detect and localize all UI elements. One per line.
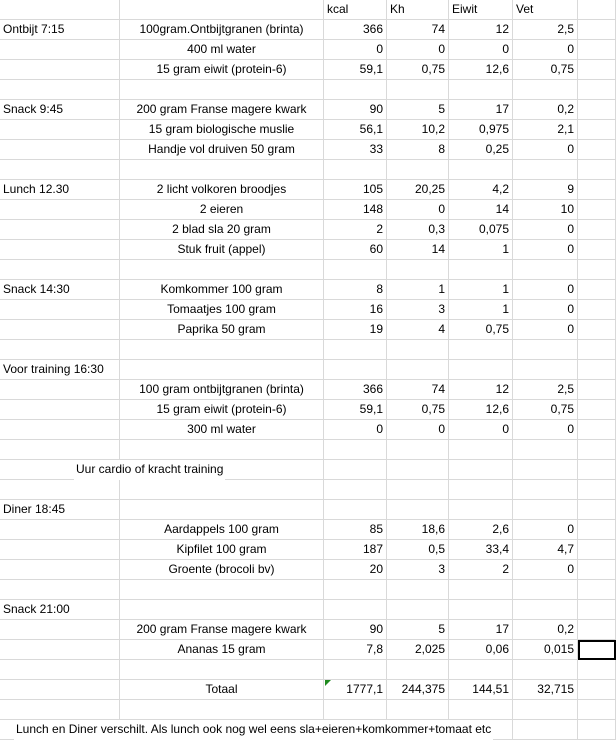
cell[interactable]: Komkommer 100 gram: [120, 280, 324, 300]
cell[interactable]: [0, 480, 120, 500]
cell[interactable]: 0,75: [387, 60, 449, 80]
cell[interactable]: 4,7: [513, 540, 578, 560]
cell[interactable]: [578, 500, 616, 520]
cell[interactable]: [578, 480, 616, 500]
cell[interactable]: 244,375: [387, 680, 449, 700]
cell[interactable]: 2,5: [513, 20, 578, 40]
cell[interactable]: 7,8: [324, 640, 387, 660]
cell[interactable]: Snack 9:45: [0, 100, 120, 120]
cell[interactable]: [0, 440, 120, 460]
table-row: [0, 500, 616, 520]
cell[interactable]: [324, 160, 387, 180]
cell[interactable]: 15 gram eiwit (protein-6): [120, 60, 324, 80]
cell[interactable]: [387, 500, 449, 520]
cell[interactable]: 15 gram biologische muslie: [120, 120, 324, 140]
cell[interactable]: [120, 600, 324, 620]
table-row: [0, 220, 616, 240]
cell[interactable]: 74: [387, 20, 449, 40]
cell[interactable]: 0: [513, 240, 578, 260]
cell[interactable]: Groente (brocoli bv): [120, 560, 324, 580]
cell[interactable]: [578, 240, 616, 260]
table-row: [0, 680, 616, 700]
cell[interactable]: 16: [324, 300, 387, 320]
cell[interactable]: [387, 260, 449, 280]
cell[interactable]: 200 gram Franse magere kwark: [120, 620, 324, 640]
cell[interactable]: 0: [449, 40, 513, 60]
cell[interactable]: 12: [449, 20, 513, 40]
cell[interactable]: [324, 360, 387, 380]
cell[interactable]: 12,6: [449, 60, 513, 80]
table-row: [0, 560, 616, 580]
cell[interactable]: [449, 360, 513, 380]
cell[interactable]: [324, 660, 387, 680]
cell[interactable]: Kh: [387, 0, 449, 20]
cell[interactable]: 0: [387, 40, 449, 60]
cell[interactable]: 10: [513, 200, 578, 220]
table-row: [0, 380, 616, 400]
cell[interactable]: [513, 580, 578, 600]
cell[interactable]: Paprika 50 gram: [120, 320, 324, 340]
cell[interactable]: [578, 540, 616, 560]
cell[interactable]: 0,06: [449, 640, 513, 660]
table-row: [0, 340, 616, 360]
cell[interactable]: 90: [324, 100, 387, 120]
cell[interactable]: [513, 720, 578, 740]
cell[interactable]: [578, 180, 616, 200]
cell[interactable]: [578, 280, 616, 300]
cell[interactable]: [0, 240, 120, 260]
cell[interactable]: Voor training 16:30: [0, 360, 120, 380]
cell[interactable]: Diner 18:45: [0, 500, 120, 520]
cell[interactable]: [513, 260, 578, 280]
cell[interactable]: [387, 360, 449, 380]
cell[interactable]: 5: [387, 620, 449, 640]
cell[interactable]: 74: [387, 380, 449, 400]
table-row: [0, 300, 616, 320]
cell[interactable]: [324, 700, 387, 720]
cell[interactable]: [0, 620, 120, 640]
cell[interactable]: [578, 40, 616, 60]
cell[interactable]: Lunch 12.30: [0, 180, 120, 200]
table-row: [0, 140, 616, 160]
cell[interactable]: 12,6: [449, 400, 513, 420]
table-row: [0, 200, 616, 220]
cell[interactable]: [0, 660, 120, 680]
table-row: [0, 600, 616, 620]
table-row: [0, 420, 616, 440]
cell[interactable]: [578, 620, 616, 640]
cell[interactable]: 0,75: [513, 400, 578, 420]
cell[interactable]: 3: [387, 560, 449, 580]
cell[interactable]: [578, 100, 616, 120]
table-row: [0, 360, 616, 380]
cell[interactable]: [0, 160, 120, 180]
cell[interactable]: 200 gram Franse magere kwark: [120, 100, 324, 120]
cell[interactable]: [0, 220, 120, 240]
cell[interactable]: Aardappels 100 gram: [120, 520, 324, 540]
table-row: [0, 240, 616, 260]
cell[interactable]: 0: [513, 140, 578, 160]
table-row: [0, 400, 616, 420]
cell[interactable]: [324, 460, 387, 480]
cell[interactable]: 105: [324, 180, 387, 200]
cell[interactable]: [513, 700, 578, 720]
table-row: [0, 660, 616, 680]
cell[interactable]: Snack 14:30: [0, 280, 120, 300]
cell[interactable]: [578, 460, 616, 480]
cell[interactable]: [0, 420, 120, 440]
cell[interactable]: 1: [449, 300, 513, 320]
cell[interactable]: 0: [513, 520, 578, 540]
cell[interactable]: 2,6: [449, 520, 513, 540]
cell[interactable]: [449, 460, 513, 480]
cell[interactable]: [0, 520, 120, 540]
cell[interactable]: 0,2: [513, 620, 578, 640]
cell[interactable]: [578, 20, 616, 40]
cell[interactable]: [0, 640, 120, 660]
cell[interactable]: [449, 580, 513, 600]
table-row: [0, 700, 616, 720]
cell[interactable]: 0,975: [449, 120, 513, 140]
cell[interactable]: [449, 340, 513, 360]
cell[interactable]: 33: [324, 140, 387, 160]
table-row: [0, 160, 616, 180]
cell[interactable]: 400 ml water: [120, 40, 324, 60]
cell[interactable]: [578, 320, 616, 340]
cell[interactable]: 0,25: [449, 140, 513, 160]
cell[interactable]: [578, 420, 616, 440]
cell[interactable]: Stuk fruit (appel): [120, 240, 324, 260]
cell[interactable]: [578, 300, 616, 320]
cell[interactable]: [387, 480, 449, 500]
cell[interactable]: 8: [324, 280, 387, 300]
cell[interactable]: [120, 0, 324, 20]
cell[interactable]: 8: [387, 140, 449, 160]
cell[interactable]: 0: [387, 420, 449, 440]
cell[interactable]: [513, 340, 578, 360]
cell[interactable]: 0: [513, 280, 578, 300]
table-row: [0, 480, 616, 500]
cell[interactable]: [0, 140, 120, 160]
cell[interactable]: 90: [324, 620, 387, 640]
cell[interactable]: [449, 160, 513, 180]
cell[interactable]: [387, 160, 449, 180]
cell[interactable]: [513, 480, 578, 500]
cell[interactable]: 1777,1: [324, 680, 387, 700]
cell[interactable]: 3: [387, 300, 449, 320]
cell[interactable]: [0, 320, 120, 340]
cell[interactable]: 2 blad sla 20 gram: [120, 220, 324, 240]
cell[interactable]: 1: [449, 280, 513, 300]
cell[interactable]: [578, 120, 616, 140]
cell[interactable]: [120, 360, 324, 380]
cell[interactable]: [324, 600, 387, 620]
cell[interactable]: [513, 440, 578, 460]
cell[interactable]: [578, 680, 616, 700]
cell[interactable]: [578, 440, 616, 460]
cell[interactable]: [0, 60, 120, 80]
cell[interactable]: [449, 80, 513, 100]
cell[interactable]: [513, 660, 578, 680]
cell[interactable]: 0,2: [513, 100, 578, 120]
cell[interactable]: 14: [449, 200, 513, 220]
cell[interactable]: 19: [324, 320, 387, 340]
cell[interactable]: 0,75: [449, 320, 513, 340]
cell[interactable]: [578, 360, 616, 380]
cell[interactable]: [0, 40, 120, 60]
cell[interactable]: 187: [324, 540, 387, 560]
table-row: [0, 180, 616, 200]
cell[interactable]: 100gram.Ontbijtgranen (brinta): [120, 20, 324, 40]
cell[interactable]: 0: [513, 560, 578, 580]
cell[interactable]: 17: [449, 620, 513, 640]
cell[interactable]: 56,1: [324, 120, 387, 140]
table-row: [0, 580, 616, 600]
cell[interactable]: 2,1: [513, 120, 578, 140]
cell[interactable]: [324, 480, 387, 500]
cell[interactable]: 0: [324, 420, 387, 440]
table-row: [0, 520, 616, 540]
cell[interactable]: [578, 200, 616, 220]
cell[interactable]: [578, 260, 616, 280]
cell[interactable]: [120, 500, 324, 520]
cell[interactable]: 0,75: [387, 400, 449, 420]
cell[interactable]: [387, 580, 449, 600]
table-row: [0, 640, 616, 660]
cell[interactable]: [578, 400, 616, 420]
cell[interactable]: 0: [513, 40, 578, 60]
cell[interactable]: 59,1: [324, 60, 387, 80]
cell[interactable]: 0: [324, 40, 387, 60]
cell[interactable]: [0, 380, 120, 400]
cell[interactable]: [578, 220, 616, 240]
cell[interactable]: 0,075: [449, 220, 513, 240]
cell[interactable]: [0, 300, 120, 320]
cell[interactable]: [387, 700, 449, 720]
cell[interactable]: 300 ml water: [120, 420, 324, 440]
cell[interactable]: [387, 440, 449, 460]
cell[interactable]: [120, 660, 324, 680]
cell[interactable]: [0, 120, 120, 140]
cell[interactable]: Eiwit: [449, 0, 513, 20]
error-indicator-icon: [325, 680, 331, 686]
cell[interactable]: 0,75: [513, 60, 578, 80]
cell[interactable]: 2,5: [513, 380, 578, 400]
header-row: [0, 0, 616, 20]
cell[interactable]: [513, 80, 578, 100]
cell[interactable]: 4: [387, 320, 449, 340]
cell[interactable]: [449, 700, 513, 720]
cell[interactable]: 1: [387, 280, 449, 300]
cell[interactable]: [120, 340, 324, 360]
cell[interactable]: Kipfilet 100 gram: [120, 540, 324, 560]
cell[interactable]: 0,5: [387, 540, 449, 560]
cell[interactable]: [578, 160, 616, 180]
table-row: [0, 20, 616, 40]
cell[interactable]: [578, 560, 616, 580]
cell[interactable]: 18,6: [387, 520, 449, 540]
cell[interactable]: [0, 700, 120, 720]
cell[interactable]: [120, 580, 324, 600]
table-row: [0, 620, 616, 640]
cell[interactable]: 366: [324, 380, 387, 400]
cell[interactable]: [0, 340, 120, 360]
cell[interactable]: [324, 580, 387, 600]
selected-cell[interactable]: [578, 640, 616, 660]
cell[interactable]: 60: [324, 240, 387, 260]
cell[interactable]: [0, 80, 120, 100]
cell[interactable]: [120, 80, 324, 100]
cell[interactable]: [324, 440, 387, 460]
cell[interactable]: 1: [449, 240, 513, 260]
cell[interactable]: [513, 500, 578, 520]
cell[interactable]: 0: [387, 200, 449, 220]
cell[interactable]: 0: [449, 420, 513, 440]
cell[interactable]: 100 gram ontbijtgranen (brinta): [120, 380, 324, 400]
cell[interactable]: [578, 600, 616, 620]
cell[interactable]: [387, 660, 449, 680]
cell[interactable]: [120, 160, 324, 180]
cell[interactable]: 12: [449, 380, 513, 400]
cell[interactable]: Ontbijt 7:15: [0, 20, 120, 40]
cell[interactable]: [120, 700, 324, 720]
cell[interactable]: 9: [513, 180, 578, 200]
cell[interactable]: Ananas 15 gram: [120, 640, 324, 660]
cell[interactable]: [578, 580, 616, 600]
cell[interactable]: 32,715: [513, 680, 578, 700]
table-row: [0, 260, 616, 280]
cell[interactable]: 366: [324, 20, 387, 40]
cell[interactable]: [578, 660, 616, 680]
cell[interactable]: [120, 480, 324, 500]
cell[interactable]: 14: [387, 240, 449, 260]
cell[interactable]: [449, 660, 513, 680]
cell[interactable]: 20: [324, 560, 387, 580]
cell[interactable]: [449, 500, 513, 520]
cell[interactable]: [449, 260, 513, 280]
cell[interactable]: [578, 0, 616, 20]
table-row: [0, 280, 616, 300]
cell[interactable]: 15 gram eiwit (protein-6): [120, 400, 324, 420]
cell[interactable]: [120, 440, 324, 460]
cell[interactable]: 5: [387, 100, 449, 120]
table-row: [0, 40, 616, 60]
table-row: [0, 440, 616, 460]
cell[interactable]: 0,3: [387, 220, 449, 240]
cell[interactable]: 2 licht volkoren broodjes: [120, 180, 324, 200]
cell[interactable]: [0, 540, 120, 560]
cell[interactable]: [578, 140, 616, 160]
table-row: [0, 120, 616, 140]
cell[interactable]: [513, 360, 578, 380]
cell[interactable]: 0,015: [513, 640, 578, 660]
cell[interactable]: 2: [324, 220, 387, 240]
cell[interactable]: [0, 680, 120, 700]
cell[interactable]: 148: [324, 200, 387, 220]
table-row: [0, 540, 616, 560]
cell[interactable]: [578, 520, 616, 540]
cell[interactable]: [449, 440, 513, 460]
cell[interactable]: [578, 60, 616, 80]
cell[interactable]: 2 eieren: [120, 200, 324, 220]
cell[interactable]: [578, 380, 616, 400]
cell[interactable]: 2: [449, 560, 513, 580]
cell[interactable]: [387, 600, 449, 620]
cell[interactable]: [449, 480, 513, 500]
cell[interactable]: [0, 200, 120, 220]
cell[interactable]: [324, 340, 387, 360]
cell[interactable]: 0: [513, 300, 578, 320]
table-row: [0, 320, 616, 340]
cell[interactable]: [513, 460, 578, 480]
cell[interactable]: [578, 340, 616, 360]
footer-note: Lunch en Diner verschilt. Als lunch ook nog wel eens sla+eieren+komkommer+tomaat etc: [14, 720, 493, 740]
cell[interactable]: Vet: [513, 0, 578, 20]
cell[interactable]: [578, 720, 616, 740]
cell[interactable]: [513, 160, 578, 180]
cell[interactable]: [513, 600, 578, 620]
cell[interactable]: 17: [449, 100, 513, 120]
table-row: [0, 80, 616, 100]
table-row: [0, 60, 616, 80]
cell[interactable]: [324, 260, 387, 280]
cell[interactable]: 0: [513, 220, 578, 240]
cell[interactable]: [387, 80, 449, 100]
training-note: Uur cardio of kracht training: [74, 460, 225, 480]
cell[interactable]: Totaal: [120, 680, 324, 700]
cell[interactable]: Snack 21:00: [0, 600, 120, 620]
cell[interactable]: kcal: [324, 0, 387, 20]
cell[interactable]: [120, 260, 324, 280]
cell[interactable]: 144,51: [449, 680, 513, 700]
cell[interactable]: [578, 700, 616, 720]
cell[interactable]: 0: [513, 320, 578, 340]
cell[interactable]: [0, 400, 120, 420]
cell[interactable]: 85: [324, 520, 387, 540]
cell[interactable]: [324, 80, 387, 100]
table-row: [0, 100, 616, 120]
cell[interactable]: 4,2: [449, 180, 513, 200]
cell[interactable]: [0, 0, 120, 20]
cell[interactable]: [387, 460, 449, 480]
cell[interactable]: Handje vol druiven 50 gram: [120, 140, 324, 160]
cell[interactable]: Tomaatjes 100 gram: [120, 300, 324, 320]
cell[interactable]: [0, 580, 120, 600]
cell[interactable]: [0, 560, 120, 580]
cell[interactable]: [0, 260, 120, 280]
cell[interactable]: 33,4: [449, 540, 513, 560]
cell[interactable]: 2,025: [387, 640, 449, 660]
cell[interactable]: [449, 600, 513, 620]
cell[interactable]: [578, 80, 616, 100]
cell[interactable]: [387, 340, 449, 360]
cell[interactable]: 20,25: [387, 180, 449, 200]
cell[interactable]: 59,1: [324, 400, 387, 420]
cell[interactable]: 0: [513, 420, 578, 440]
cell[interactable]: [324, 500, 387, 520]
cell[interactable]: 10,2: [387, 120, 449, 140]
